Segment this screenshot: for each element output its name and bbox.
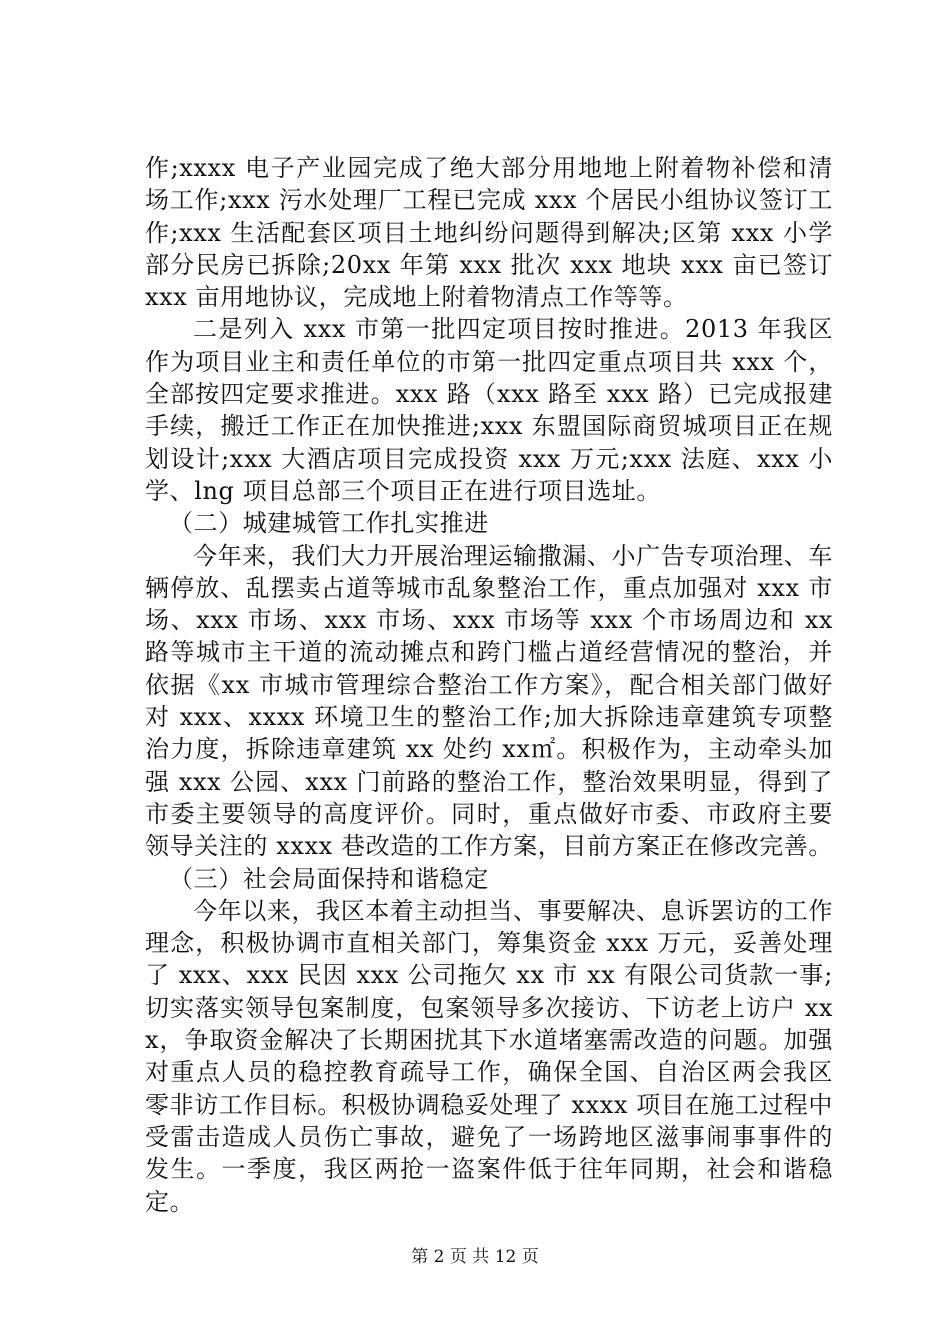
- section-heading-urban-management: （二）城建城管工作扎实推进: [169, 509, 489, 538]
- section-heading-social-stability: （三）社会局面保持和谐稳定: [169, 864, 489, 893]
- paragraph-four-fixed-projects: 二是列入 xxx 市第一批四定项目按时推进。2013 年我区作为项目业主和责任单位的市第一批四定重点项目共 xxx 个，全部按四定要求推进。xxx 路（xxx 路至 xxx 路）已完成报建手续，搬迁工作正在加快推进;xxx 东盟国际商贸城项目正在规划设计;xxx 大酒店项目完成投资 xxx 万元;xxx 法庭、xxx 小学、lng 项目总部三个项目正在进行项目选址。: [145, 315, 833, 505]
- paragraph-urban-management: 今年来，我们大力开展治理运输撒漏、小广告专项治理、车辆停放、乱摆卖占道等城市乱象整治工作，重点加强对 xxx 市场、xxx 市场、xxx 市场、xxx 市场等 xxx 个市场周边和 xx 路等城市主干道的流动摊点和跨门槛占道经营情况的整治，并依据《xx 市城市管理综合整治工作方案》，配合相关部门做好对 xxx、xxxx 环境卫生的整治工作;加大拆除违章建筑专项整治力度，拆除违章建筑 xx 处约 xx㎡。积极作为，主动牵头加强 xxx 公园、xxx 门前路的整治工作，整治效果明显，得到了市委主要领导的高度评价。同时，重点做好市委、市政府主要领导关注的 xxxx 巷改造的工作方案，目前方案正在修改完善。: [145, 541, 833, 861]
- paragraph-social-stability: 今年以来，我区本着主动担当、事要解决、息诉罢访的工作理念，积极协调市直相关部门，筹集资金 xxx 万元，妥善处理了 xxx、xxx 民因 xxx 公司拖欠 xx 市 xx 有限公司货款一事;切实落实领导包案制度，包案领导多次接访、下访老上访户 xxx，争取资金解决了长期困扰其下水道堵塞需改造的问题。加强对重点人员的稳控教育疏导工作，确保全国、自治区两会我区零非访工作目标。积极协调稳妥处理了 xxxx 项目在施工过程中受雷击造成人员伤亡事故，避免了一场跨地区滋事闹事事件的发生。一季度，我区两抢一盗案件低于往年同期，社会和谐稳定。: [145, 896, 833, 1216]
- document-body: [145, 152, 833, 1218]
- page-number-footer: 第 2 页 共 12 页: [411, 1247, 539, 1267]
- paragraph-continuation: 作;xxxx 电子产业园完成了绝大部分用地地上附着物补偿和清场工作;xxx 污水处理厂工程已完成 xxx 个居民小组协议签订工作;xxx 生活配套区项目土地纠纷问题得到解决;区第 xxx 小学部分民房已拆除;20xx 年第 xxx 批次 xxx 地块 xxx 亩已签订 xxx 亩用地协议，完成地上附着物清点工作等等。: [145, 154, 833, 312]
